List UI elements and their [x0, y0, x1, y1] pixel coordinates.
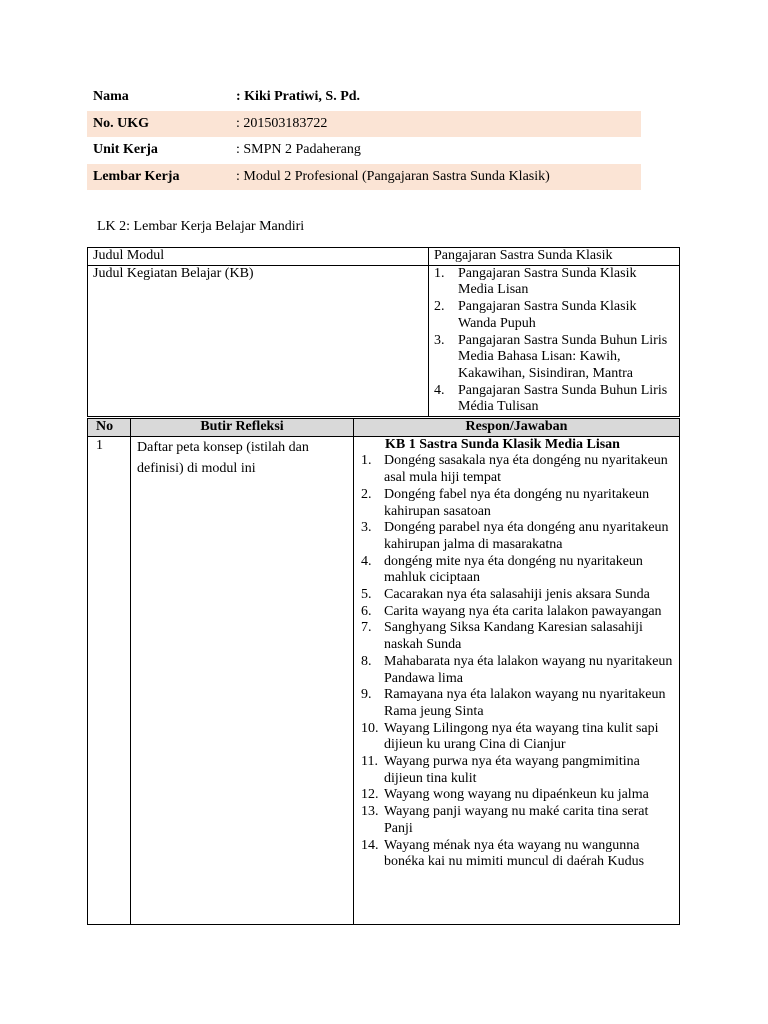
kb-list-cell	[429, 265, 680, 416]
identity-label: Nama	[93, 89, 129, 105]
list-text: Wayang panji wayang nu maké carita tina serat Panji	[384, 804, 649, 836]
list-text: Pangajaran Sastra Sunda Klasik Wanda Pupuh	[458, 299, 637, 331]
list-text: Pangajaran Sastra Sunda Klasik Media Lisan	[458, 265, 637, 298]
kb-heading: KB 1 Sastra Sunda Klasik Media Lisan	[385, 436, 620, 452]
reflection-table	[87, 418, 680, 925]
list-text: Wayang ménak nya éta wayang nu wangunna bonéka kai nu mimiti muncul di daérah Kudus	[384, 837, 645, 870]
list-number: 3.	[434, 332, 445, 348]
list-number: 12.	[361, 787, 379, 803]
list-number: 11.	[361, 754, 378, 770]
list-item	[361, 687, 673, 720]
list-text: Sanghyang Siksa Kandang Karesian salasahiji naskah Sunda	[384, 620, 643, 653]
kb-title-row	[88, 265, 680, 416]
list-number: 3.	[361, 520, 372, 536]
list-text: Wayang purwa nya éta wayang pangmimitina dijieun tina kulit	[384, 754, 640, 786]
list-number: 4.	[361, 553, 372, 569]
list-text: Cacarakan nya éta salasahiji jenis aksara Sunda	[384, 587, 650, 603]
identity-value: : Modul 2 Profesional (Pangajaran Sastra Sunda Klasik)	[236, 168, 550, 184]
identity-label: No. UKG	[93, 115, 149, 131]
identity-value: : SMPN 2 Padaherang	[236, 142, 361, 158]
list-number: 4.	[434, 382, 445, 398]
header-no: No	[88, 419, 131, 437]
list-number: 6.	[361, 603, 372, 619]
list-text: Wayang Lilingong nya éta wayang tina kulit sapi dijieun ku urang Cina di Cianjur	[384, 720, 659, 753]
list-item	[434, 299, 674, 332]
list-number: 9.	[361, 687, 372, 703]
list-item	[434, 383, 674, 416]
list-text: Ramayana nya éta lalakon wayang nu nyaritakeun Rama jeung Sinta	[384, 687, 666, 719]
list-number: 2.	[361, 486, 372, 502]
header-butir: Butir Refleksi	[131, 419, 354, 437]
list-item	[361, 754, 673, 787]
list-number: 2.	[434, 299, 445, 315]
row-number: 1	[88, 436, 131, 924]
list-number: 13.	[361, 804, 379, 820]
module-title-label: Judul Modul	[88, 248, 429, 266]
identity-label: Lembar Kerja	[93, 168, 180, 184]
list-item	[434, 266, 674, 299]
kb-list	[434, 266, 674, 416]
list-text: Pangajaran Sastra Sunda Buhun Liris Media Bahasa Lisan: Kawih, Kakawihan, Sisindiran, Mantra	[458, 332, 668, 381]
table-row	[88, 436, 680, 924]
module-table	[87, 247, 680, 417]
list-number: 7.	[361, 620, 372, 636]
list-item	[361, 453, 673, 486]
list-text: Dongéng parabel nya éta dongéng anu nyaritakeun kahirupan jalma di masarakatna	[384, 520, 669, 552]
response-list	[361, 453, 673, 871]
identity-block	[87, 84, 641, 190]
identity-label: Unit Kerja	[93, 142, 158, 158]
reflection-header-row	[88, 419, 680, 437]
header-respon: Respon/Jawaban	[354, 419, 680, 437]
worksheet-title: LK 2: Lembar Kerja Belajar Mandiri	[97, 219, 305, 234]
identity-row-no-ukg	[87, 111, 641, 138]
module-title-value: Pangajaran Sastra Sunda Klasik	[429, 248, 680, 266]
identity-row-nama	[87, 84, 641, 111]
identity-value: : Kiki Pratiwi, S. Pd.	[236, 89, 361, 105]
response-cell	[354, 436, 680, 924]
list-text: Pangajaran Sastra Sunda Buhun Liris Média Tulisan	[458, 382, 668, 415]
module-title-row	[88, 248, 680, 266]
identity-row-lembar-kerja	[87, 164, 641, 191]
list-text: Dongéng fabel nya éta dongéng nu nyaritakeun kahirupan sasatoan	[384, 486, 650, 519]
list-item	[361, 487, 673, 520]
reflection-item: Daftar peta konsep (istilah dan definisi) di modul ini	[131, 436, 354, 924]
list-item	[361, 520, 673, 553]
list-number: 5.	[361, 587, 372, 603]
list-number: 1.	[361, 453, 372, 469]
list-text: dongéng mite nya éta dongéng nu nyaritakeun mahluk ciciptaan	[384, 553, 643, 586]
list-item	[361, 787, 673, 804]
list-number: 8.	[361, 653, 372, 669]
list-text: Carita wayang nya éta carita lalakon pawayangan	[384, 603, 662, 619]
list-item	[434, 333, 674, 383]
identity-value: : 201503183722	[236, 115, 328, 131]
list-number: 10.	[361, 720, 379, 736]
list-item	[361, 620, 673, 653]
kb-title-label: Judul Kegiatan Belajar (KB)	[88, 265, 429, 416]
identity-row-unit-kerja	[87, 137, 641, 164]
list-item	[361, 838, 673, 871]
list-text: Dongéng sasakala nya éta dongéng nu nyaritakeun asal mula hiji tempat	[384, 453, 668, 486]
list-item	[361, 654, 673, 687]
list-number: 14.	[361, 837, 379, 853]
list-item	[361, 804, 673, 837]
list-item	[361, 721, 673, 754]
list-text: Mahabarata nya éta lalakon wayang nu nyaritakeun Pandawa lima	[384, 653, 673, 686]
list-item	[361, 554, 673, 587]
list-text: Wayang wong wayang nu dipaénkeun ku jalma	[384, 787, 649, 803]
list-item	[361, 587, 673, 604]
list-item	[361, 604, 673, 621]
list-number: 1.	[434, 265, 445, 281]
